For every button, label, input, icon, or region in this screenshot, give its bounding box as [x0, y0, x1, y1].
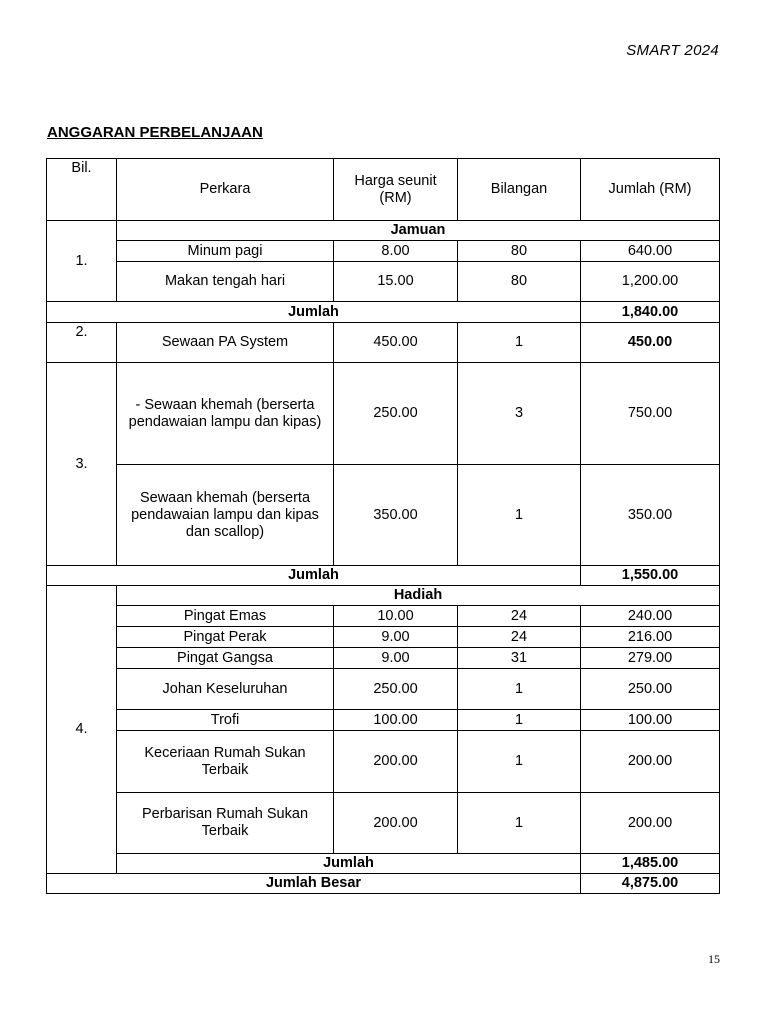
- section-heading-row: [47, 221, 720, 241]
- total-cell: 1,200.00: [581, 262, 720, 302]
- header-bil: Bil.: [47, 159, 117, 221]
- subtotal-row: [47, 854, 720, 874]
- item-cell: Keceriaan Rumah Sukan Terbaik: [117, 731, 334, 793]
- price-cell: 250.00: [334, 669, 458, 710]
- table-row: [47, 669, 720, 710]
- price-cell: 10.00: [334, 606, 458, 627]
- table-row: [47, 648, 720, 669]
- item-cell: Sewaan khemah (berserta pendawaian lampu dan kipas dan scallop): [117, 465, 334, 566]
- total-cell: 279.00: [581, 648, 720, 669]
- table-row: [47, 627, 720, 648]
- item-cell: Makan tengah hari: [117, 262, 334, 302]
- item-cell: Trofi: [117, 710, 334, 731]
- table-row: [47, 323, 720, 363]
- header-jumlah: Jumlah (RM): [581, 159, 720, 221]
- item-cell: Johan Keseluruhan: [117, 669, 334, 710]
- price-cell: 9.00: [334, 648, 458, 669]
- total-cell: 450.00: [581, 323, 720, 363]
- section-heading: Hadiah: [117, 586, 720, 606]
- total-cell: 200.00: [581, 731, 720, 793]
- price-cell: 100.00: [334, 710, 458, 731]
- qty-cell: 1: [458, 793, 581, 854]
- total-cell: 100.00: [581, 710, 720, 731]
- qty-cell: 24: [458, 606, 581, 627]
- price-cell: 450.00: [334, 323, 458, 363]
- qty-cell: 1: [458, 465, 581, 566]
- qty-cell: 1: [458, 323, 581, 363]
- total-cell: 200.00: [581, 793, 720, 854]
- qty-cell: 80: [458, 241, 581, 262]
- item-cell: - Sewaan khemah (berserta pendawaian lampu dan kipas): [117, 363, 334, 465]
- item-cell: Pingat Perak: [117, 627, 334, 648]
- budget-table: [46, 158, 720, 894]
- price-cell: 200.00: [334, 731, 458, 793]
- header-perkara: Perkara: [117, 159, 334, 221]
- grand-total-label: Jumlah Besar: [47, 874, 581, 894]
- subtotal-value: 1,840.00: [581, 302, 720, 323]
- item-cell: Pingat Gangsa: [117, 648, 334, 669]
- table-row: [47, 241, 720, 262]
- price-cell: 200.00: [334, 793, 458, 854]
- item-cell: Minum pagi: [117, 241, 334, 262]
- subtotal-label: Jumlah: [47, 302, 581, 323]
- subtotal-label: Jumlah: [47, 566, 581, 586]
- price-cell: 250.00: [334, 363, 458, 465]
- table-row: [47, 465, 720, 566]
- header-bilangan: Bilangan: [458, 159, 581, 221]
- bil-cell: 3.: [47, 363, 117, 566]
- price-cell: 9.00: [334, 627, 458, 648]
- running-header: SMART 2024: [626, 42, 719, 59]
- item-cell: Perbarisan Rumah Sukan Terbaik: [117, 793, 334, 854]
- bil-cell: 1.: [47, 221, 117, 302]
- page-number: 15: [708, 952, 720, 966]
- total-cell: 640.00: [581, 241, 720, 262]
- section-heading-row: [47, 586, 720, 606]
- page-title: ANGGARAN PERBELANJAAN: [47, 124, 263, 141]
- total-cell: 216.00: [581, 627, 720, 648]
- subtotal-value: 1,550.00: [581, 566, 720, 586]
- qty-cell: 1: [458, 669, 581, 710]
- bil-cell: 2.: [47, 323, 117, 363]
- price-cell: 350.00: [334, 465, 458, 566]
- table-row: [47, 710, 720, 731]
- qty-cell: 3: [458, 363, 581, 465]
- price-cell: 8.00: [334, 241, 458, 262]
- item-cell: Pingat Emas: [117, 606, 334, 627]
- subtotal-row: [47, 566, 720, 586]
- qty-cell: 1: [458, 710, 581, 731]
- table-row: [47, 793, 720, 854]
- subtotal-value: 1,485.00: [581, 854, 720, 874]
- table-row: [47, 606, 720, 627]
- table-row: [47, 731, 720, 793]
- bil-cell: 4.: [47, 586, 117, 874]
- table-row: [47, 262, 720, 302]
- qty-cell: 24: [458, 627, 581, 648]
- qty-cell: 1: [458, 731, 581, 793]
- total-cell: 240.00: [581, 606, 720, 627]
- table-row: [47, 363, 720, 465]
- total-cell: 750.00: [581, 363, 720, 465]
- qty-cell: 80: [458, 262, 581, 302]
- subtotal-label: Jumlah: [117, 854, 581, 874]
- header-row: [47, 159, 720, 221]
- grand-total-value: 4,875.00: [581, 874, 720, 894]
- subtotal-row: [47, 302, 720, 323]
- header-harga: Harga seunit (RM): [334, 159, 458, 221]
- total-cell: 350.00: [581, 465, 720, 566]
- section-heading: Jamuan: [117, 221, 720, 241]
- price-cell: 15.00: [334, 262, 458, 302]
- item-cell: Sewaan PA System: [117, 323, 334, 363]
- total-cell: 250.00: [581, 669, 720, 710]
- grand-total-row: [47, 874, 720, 894]
- qty-cell: 31: [458, 648, 581, 669]
